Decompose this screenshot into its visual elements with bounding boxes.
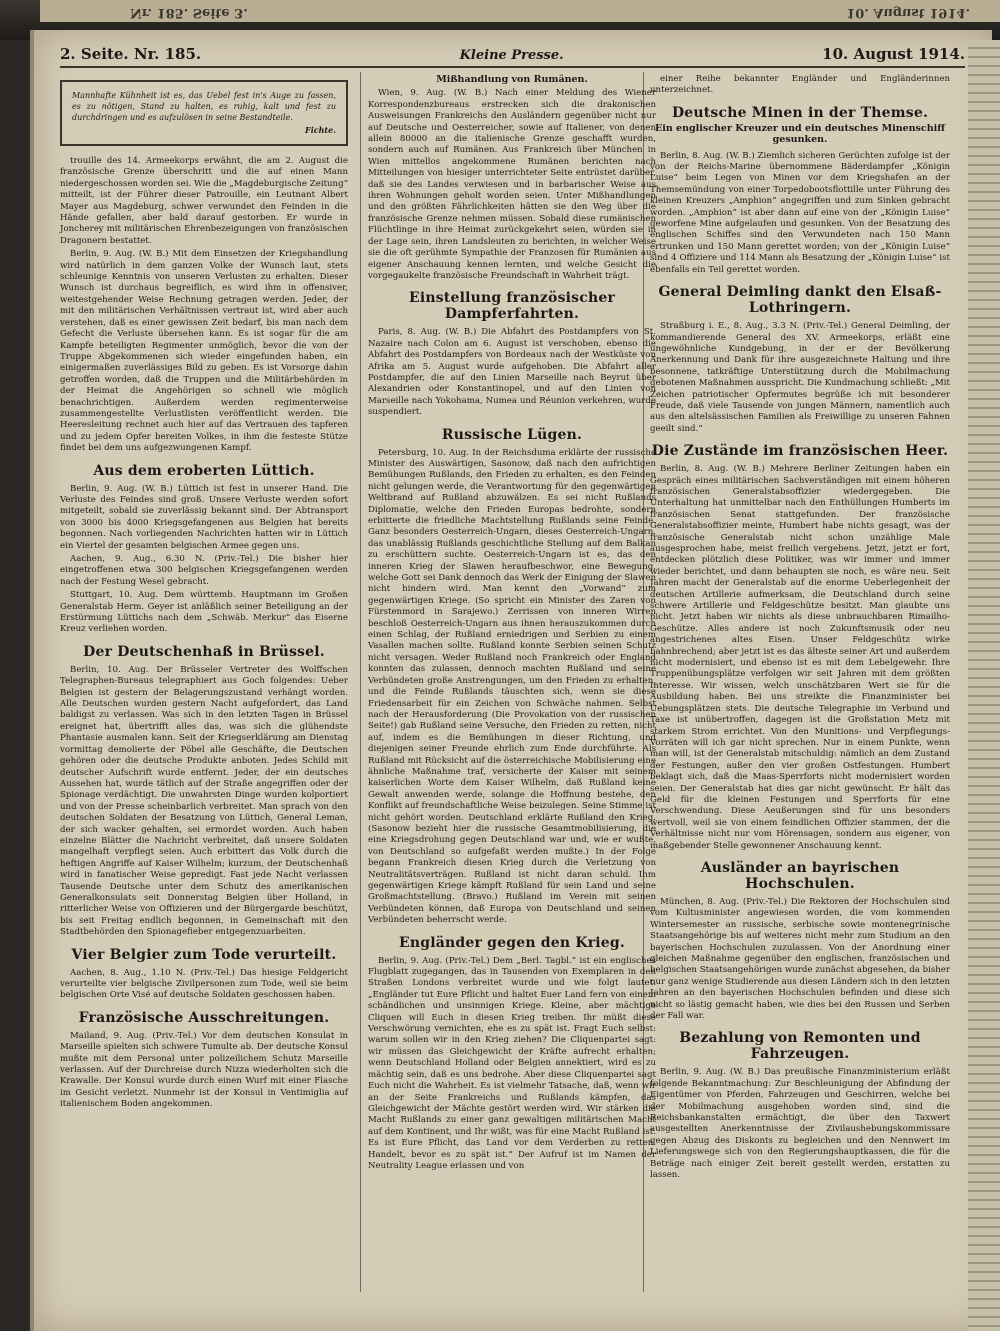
subheadline: Ein englischer Kreuzer und ein deutsches Minenschiff gesunken.	[654, 122, 946, 146]
headline: Vier Belgier zum Tode verurteilt.	[71, 946, 337, 963]
mirrored-previous-page-header	[40, 0, 1000, 22]
article-text: Aachen, 8. Aug., 1.10 N. (Priv.-Tel.) Das hiesige Feldgericht verurteilte vier belgische Zivilpersonen zum Tode, weil sie beim belgischen Orte Visé auf deutsche Soldaten geschossen haben.	[60, 967, 348, 1001]
headline: Der Deutschenhaß in Brüssel.	[83, 643, 325, 660]
headline: Ausländer an bayrischen Hochschulen.	[700, 859, 900, 892]
column-left	[60, 74, 348, 1113]
article-text: Berlin, 8. Aug. (W. B.) Mehrere Berliner Zeitungen haben ein Gespräch eines militärischen Sachverständigen mit einem höheren französischen Generalstabsoffizier wiedergegeben. Die Unterhaltung hat unmittelbar nach den Enthüllungen Humberts im französischen Senat stattgefunden. Der französische Generalstabsoffizier meinte, Humbert habe nichts gesagt, was der französische Generalstab nicht schon unzählige Male ausgesprochen habe, meist freilich vergebens. Jetzt, jetzt er fort, entdecken plötzlich diese Politiker, was wir immer und immer wieder berichtet, und dann behaupten sie noch, es wäre neu. Seit Jahren macht der Generalstab auf die enorme Ueberlegenheit der deutschen Artillerie aufmerksam, die Deutschland durch seine schwere Artillerie und Feldgeschütze besitzt. Man glaubte uns nicht. Jetzt haben wir nichts als diese unbrauchbaren Rimailho-Geschütze. Alles andere ist noch Zukunftsmusik oder neu angestrichenes altes Eisen. Unser Feldgeschütz wirke bahnbrechend; aber jetzt ist es das älteste seiner Art und außerdem nicht modernisiert, und ebenso ist es mit dem Lebelgewehr. Ihre Truppenübungsplätze verfolgen wir seit Jahren mit dem größten Interesse. Wir wissen, welch unschätzbaren Wert sie für die Ausbildung haben. Bei uns streikte die Finanzminister bei Uebungsplätzen stets. Die deutsche Telegraphie im Verbund und Taxe ist unübertroffen, dagegen ist die Großstation Metz mit starkem Strom errichtet. Von den Munitions- und Verpflegungs-Vorräten will ich gar nicht sprechen. Nur in einem Punkte, wenn man will, ist der Generalstab mitschuldig: nämlich an dem Zustand der Festungen, außer den vier großen Ostfestungen. Humbert beklagt sich, daß die Maas-Sperrforts nicht modernisiert worden seien. Der Generalstab hat dies gar nicht gewünscht. Er hält das Geld für die kleinen Festungen und Sperrforts für eine Verschwendung. Diese Aeußerungen sind für uns besonders wertvoll, weil sie von einem feindlichen Offizier stammen, der die Verhältnisse nicht nur vom Hörensagen, sondern aus eigener, von maßgebender Stelle gewonnener Anschauung kennt.	[650, 464, 950, 851]
article-text: Petersburg, 10. Aug. In der Reichsduma erklärte der russische Minister des Auswärtigen, Sasonow, daß nach den aufrichtigen Bemühungen Rußlands, den Frieden zu erhalten, es den Feinden nicht gelungen werde, die Verantwortung für den gegenwärtigen Weltbrand auf Rußland abzuwälzen. Es sei nicht Rußlands Diplomatie, welche den Frieden Europas bedrohte, sondern erbitterte die friedliche Machtstellung Rußlands seine Feinde. Ganz besonders Oesterreich-Ungarn, dieses Oesterreich-Ungarn, das unablässig Rußlands geschichtliche Stellung auf dem Balkan zu erschüttern suchte. Oesterreich-Ungarn ist es, das den inneren Krieg der Slawen heraufbeschwor, eine Bewegung, welche Gott sei Dank dennoch das Werk der Einigung der Slawen nicht hindern wird. Man kennt den „Vorwand“ zum gegenwärtigen Kriege. (So spricht ein Minister des Zaren von Fürstenmord in Sarajewo.) Zerrissen von inneren Wirren beschloß Oesterreich-Ungarn aus ihnen herauszukommen durch einen Schlag, der Rußland erniedrigen und Serbien zu einem Vasallen machen sollte. Rußland konnte Serbien seinen Schutz nicht versagen. Weder Rußland noch Frankreich oder England konnten das zulassen, dennoch machten Rußland und seine Verbündeten große Anstrengungen, um den Frieden zu erhalten, und die Feinde Rußlands täuschten sich, wenn sie diese Friedensarbeit für ein Zeichen von Schwäche nahmen. Selbst nach der Herausforderung (Die Provokation von der russischen Seite!) gab Rußland seine Versuche, den Frieden zu retten, nicht auf, indem es die Bemühungen in dieser Richtung, und diejenigen seiner Freunde ehrlich zum Ende durchführte. Als Rußland mit Rücksicht auf die österreichische Mobilisierung eine ähnliche Maßnahme traf, versicherte der Kaiser mit seinem kaiserlichen Worte dem Kaiser Wilhelm, daß Rußland keine Gewalt anwenden werde, solange die Hoffnung bestehe, den Konflikt auf freundschaftliche Weise beizulegen. Seine Stimme ist nicht gehört worden. Deutschland erklärte Rußland den Krieg. (Sasonow bezieht hier die russische Gesamtmobilisierung, die eine Kriegsdrohung gegen Deutschland war und, wie er wußte, von Deutschland so aufgefaßt werden mußte.) In der Folge begann Frankreich diesen Krieg durch die Verletzung von Neutralitätsverträgen. Rußland ist nicht daran schuld. Ihm gegenwärtigen Kriege kämpft Rußland für sein Land und seine Großmachtstellung. (Bravo.) Rußland im Verein mit seinen Verbündeten können, daß Europa von Deutschland und seinen Verbündeten beherrscht werde.	[368, 447, 656, 926]
motto-box	[60, 80, 348, 146]
issue-date: 10. August 1914.	[822, 45, 965, 63]
headline: Einstellung französischer Dampferfahrten.	[408, 290, 616, 323]
headline: Russische Lügen.	[441, 426, 583, 443]
headline: General Deimling dankt den Elsaß-Lothringern.	[658, 284, 942, 317]
headline: Engländer gegen den Krieg.	[399, 934, 625, 951]
article-text: Berlin, 8. Aug. (W. B.) Ziemlich sicheren Gerüchten zufolge ist der von der Reichs-Marine übernommene Bäderdampfer „Königin Luise“ beim Legen von Minen vor dem Kriegshafen an der Themsemündung von einer Torpedobootsflottille unter Führung des kleinen Kreuzers „Amphion“ angegriffen und zum Sinken gebracht worden. „Amphion“ ist aber dann auf eine von der „Königin Luise“ geworfene Mine aufgelaufen und gesunken. Von der Besatzung des englischen Schiffes sind den Verwundeten nach 150 Mann ertrunken und 150 Mann gerettet worden; von der „Königin Luise“ sind 4 Offiziere und 114 Mann als Besatzung der „Königin Luise“ ist ebenfalls ein Teil gerettet worden.	[650, 150, 950, 275]
article-text: Stuttgart, 10. Aug. Dem württemb. Hauptmann im Großen Generalstab Herm. Geyer ist anläßlich seiner Beteiligung an der Erstürmung Lüttichs nach dem „Schwäb. Merkur“ das Eiserne Kreuz verliehen worden.	[60, 590, 348, 635]
headline: Mißhandlung von Rumänen.	[436, 74, 588, 85]
motto-text: Mannhafte Kühnheit ist es, das Uebel fest in's Auge zu fassen, es zu nötigen, Stand zu halten, es ruhig, kalt und fest zu durchdringen und es aufzulösen in seine Bestandteile.	[72, 91, 336, 122]
article-text: Berlin, 9. Aug. (Priv.-Tel.) Dem „Berl. Tagbl.“ ist ein englisches Flugblatt zugegangen, das in Tausenden von Exemplaren in den Straßen Londons verbreitet wurde und wie folgt lautet: „Engländer tut Eure Pflicht und haltet Euer Land fern von einem schändlichen und unsinnigen Kriege. Kleine, aber mächtige Cliquen will Euch in diesen Krieg treiben. Ihr müßt diese Verschwörung vernichten, ehe es zu spät ist. Fragt Euch selbst: warum sollen wir in den Krieg ziehen? Die Cliquenpartei sagt: wir müssen das Gleichgewicht der Kräfte aufrecht erhalten; wenn Deutschland Holland oder Belgien annektiert, wird es zu mächtig sein, daß es uns bedrohe. Aber diese Cliquenpartei sagt Euch nicht die Wahrheit. Es ist vielmehr Tatsache, daß, wenn wir an der Seite Frankreichs und Rußlands kämpfen, das Gleichgewicht der Mächte gestört werden wird. Wir stärken die Macht Rußlands zu einer ganz gewaltigen militärischen Macht auf dem Kontinent, und Ihr wißt, was für eine Macht Rußland ist. Es ist Eure Pflicht, das Land vor dem Verderben zu retten. Handelt, bevor es zu spät ist.“ Der Aufruf ist im Namen der Neutrality League erlassen und von	[368, 955, 656, 1171]
headline: Französische Ausschreitungen.	[78, 1009, 330, 1026]
article-text: Berlin, 10. Aug. Der Brüsseler Vertreter des Wolffschen Telegraphen-Bureaus telegraphiert aus Goch folgendes: Ueber Belgien ist gestern der Belagerungszustand verhängt worden. Alle Deutschen wurden gestern Nacht aufgefordert, das Land baldigst zu verlassen. Was sich in den letzten Tagen in Brüssel ereignet hat, übertrifft alles das, was sich die glühendste Phantasie ausmalen kann. Seit der Kriegserklärung am Dienstag vormittag demolierte der Pöbel alle Geschäfte, die Deutschen gehören oder die deutsche Produkte anboten. Jedes Schild mit deutscher Aufschrift wurde entfernt. Jeder, der ein deutsches Aussehen hat, wurde tätlich auf der Straße angegriffen oder der Spionage verdächtigt. Die unwahrsten Dinge wurden kolportiert und von der Presse scheinbarlich verbreitet. Man sprach von den deutschen Soldaten der Besatzung von Lüttich, General Leman, der sich wacker gehalten, sei ermordet worden. Auch haben einzelne Blätter die Nachricht verbreitet, daß unsere Soldaten mangelhaft verpflegt seien. Auch erbittert das Volk durch die heftigen Angriffe auf Kaiser Wilhelm; kurzum, der Deutschenhaß wird in fanatischer Weise gepredigt. Fast jede Nacht verlassen Tausende Deutsche unter dem Schutz des amerikanischen Generalkonsulats seit Donnerstag Belgien über Holland, in ritterlicher Weise von Offizieren und der Bürgergarde beschützt, bis seit Freitag endlich begonnen, in Gemeinschaft mit den Stadtbehörden den Spionagefieber entgegenzuarbeiten.	[60, 664, 348, 938]
headline: Die Zustände im französischen Heer.	[651, 443, 949, 460]
page-number-label: 2. Seite. Nr. 185.	[60, 45, 202, 63]
column-divider	[360, 72, 361, 1292]
article-text: Paris, 8. Aug. (W. B.) Die Abfahrt des Postdampfers von St. Nazaire nach Colon am 6. August ist verschoben, ebenso die Abfahrt des Postdampfers von Bordeaux nach der Westküste von Afrika am 5. August wurde aufgehoben. Die Abfahrt aller Postdampfer, die auf den Linien Marseille nach Beyrut über Alexandrien oder Konstantinopel, und auf den Linien von Marseille nach Yokohama, Numea und Réunion verkehren, wurde suspendiert.	[368, 327, 656, 418]
article-text: München, 8. Aug. (Priv.-Tel.) Die Rektoren der Hochschulen sind vom Kultusminister angewiesen worden, die vom kommenden Wintersemester an russische, serbische sowie montenegrinische Staatsangehörige bis auf weiteres nicht mehr zum Studium an den bayerischen Hochschulen zuzulassen. Von der Anordnung einer gleichen Maßnahme gegenüber den englischen, französischen und belgischen Staatsangehörigen wurde zunächst abgesehen, da bisher nur ganz wenige Studierende aus diesen Ländern sich in den letzten Jahren an den bayerischen Hochschulen befinden und diese sich nicht so lästig gemacht haben, wie dies bei den Russen und Serben der Fall war.	[650, 896, 950, 1022]
column-middle	[368, 74, 656, 1174]
adjacent-page-edge	[968, 40, 1000, 1331]
page-masthead	[60, 40, 965, 68]
article-text: Straßburg i. E., 8. Aug., 3.3 N. (Priv.-Tel.) General Deimling, der kommandierende General des XV. Armeekorps, erläßt eine ungewöhnliche Kundgebung, in der er der Bevölkerung Anerkennung und Dank für ihre ausgezeichnete Haltung und ihre besonnene, tatkräftige Unterstützung durch die Mobilmachung gebotenen Maßnahmen ausspricht. Die Kundmachung schließt: „Mit Zeichen patriotischer Opfermutes begrüße ich mit besonderer Freude, daß viele Tausende von jungen Männern, namentlich auch aus den altelsässischen Familien als Freiwillige zu unseren Fahnen geeilt sind.“	[650, 321, 950, 434]
headline: Aus dem eroberten Lüttich.	[93, 462, 315, 479]
mirrored-header-right: 10. August 1914.	[846, 5, 970, 20]
motto-signature: Fichte.	[305, 125, 336, 135]
article-text: einer Reihe bekannter Engländer und Engländerinnen unterzeichnet.	[650, 74, 950, 96]
article-text: Wien, 9. Aug. (W. B.) Nach einer Meldung des Wiener Korrespondenzbureaus erstrecken sich die drakonischen Ausweisungen Frankreichs den Ausländern gegenüber nicht nur auf Deutsche und Oesterreicher, sowie auf Italiener, von denen allein 80000 an die italienische Grenze geschafft wurden, sondern auch auf Rumänen. Aus Frankreich über München in Wien mittellos angekommene Rumänen berichten nach Mitteilungen von hiesiger unterrichteter Seite entrüstet darüber, daß sie des Landes verwiesen und in barbarischer Weise aus ihren Wohnungen geholt worden seien. Unter Mißhandlungen und den größten Fährlichkeiten hätten sie den Weg über die französische Grenze nehmen müssen. Sobald diese rumänischen Flüchtlinge in ihre Heimat zurückgekehrt seien, würden sie in der Lage sein, ihren Landsleuten zu berichten, in welcher Weise sie die oft gerühmte Sympathie der Franzosen für Rumänien aus eigener Anschauung kennen lernten, und welche Gesicht die vorgegaukelte französische Freundschaft in Wahrheit trägt.	[368, 88, 656, 281]
article-text: Berlin, 9. Aug. (W. B.) Das preußische Finanzministerium erläßt folgende Bekanntmachung: Zur Beschleunigung der Abfindung der Eigentümer von Pferden, Fahrzeugen und Geschirren, welche bei der Mobilmachung ausgehoben worden sind, sind die Reichsbankanstalten ermächtigt, die über den Taxwert ausgestellten Anerkenntnisse der Zivilaushebungskommissare gegen Abzug des Diskonts zu begleichen und den Nennwert im Lieferungswege sich von den Regierungshauptkassen, die für die Beträge nach einiger Zeit bereit gestellt werden, erstatten zu lassen.	[650, 1067, 950, 1181]
newspaper-title: Kleine Presse.	[459, 48, 564, 63]
mirrored-header-left: Nr. 185. Seite 3.	[130, 5, 248, 20]
article-text: Mailand, 9. Aug. (Priv.-Tel.) Vor dem deutschen Konsulat in Marseille spielten sich schwere Tumulte ab. Der deutsche Konsul mußte mit dem Personal unter polizeilichem Schutz Marseille verlassen. Auf der Durchreise durch Nizza wiederholten sich die Krawalle. Der Konsul wurde durch einen Wurf mit einer Flasche im Gesicht verletzt. Nunmehr ist der Konsul in Ventimiglia auf italienischem Boden angekommen.	[60, 1030, 348, 1110]
article-text: Berlin, 9. Aug. (W. B.) Mit dem Einsetzen der Kriegshandlung wird natürlich in dem ganzen Volke der Wunsch laut, stets schleunige Kenntnis von unseren Verlusten zu erhalten. Dieser Wunsch ist durchaus begreiflich, es wird ihm in offensiver, weitestgehender Weise Rechnung getragen werden. Jeder, der mit den militärischen Verhältnissen vertraut ist, wird aber auch verstehen, daß es einer gewissen Zeit bedarf, bis man nach dem Gefecht die Verluste übersehen kann. Es ist sogar für die am Kampfe beteiligten Regimenter unmöglich, bevor die von der Truppe Abgekommenen sich wieder eingefunden haben, ein einigermaßen zuverlässiges Bild zu geben. Es ist Vorsorge dahin getroffen worden, daß die Truppen und die Militärbehörden in der Heimat die Angehörigen so schnell wie möglich benachrichtigen. Außerdem werden regimenterweise zusammengestellte Verlustlisten veröffentlicht werden. Die Heeresleitung rechnet auch hier auf das Vertrauen des tapferen und zu jedem Opfer bereiten Volkes, in ihm die festeste Stütze findet bei dem uns aufgezwungenen Kampf.	[60, 249, 348, 454]
article-text: Berlin, 9. Aug. (W. B.) Lüttich ist fest in unserer Hand. Die Verluste des Feindes sind groß. Unsere Verluste werden sofort mitgeteilt, sobald sie zuverlässig bekannt sind. Der Abtransport von 3000 bis 4000 Kriegsgefangenen aus Belgien hat bereits begonnen. Nach vorliegenden Nachrichten hatten wir in Lüttich ein Viertel der gesamten belgischen Armee gegen uns.	[60, 483, 348, 551]
article-text: Aachen, 9. Aug., 6.30 N. (Priv.-Tel.) Die bisher hier eingetroffenen etwa 300 belgischen Kriegsgefangenen werden nach der Festung Wesel gebracht.	[60, 554, 348, 587]
column-right	[650, 74, 950, 1184]
headline: Bezahlung von Remonten und Fahrzeugen.	[679, 1030, 921, 1063]
article-text: trouille des 14. Armeekorps erwähnt, die am 2. August die französische Grenze überschritt und die auf einen Mann niedergeschossen worden sei. Wie die „Magdeburgische Zeitung“ mitteilt, ist der Führer dieser Patrouille, ein Leutnant Albert Mayer aus Magdeburg, schwer verwundet den Feinden in die Hände gefallen, aber bald darauf gestorben. Er wurde in Joncherey mit militärischen Ehrenbezeigungen von französischen Dragonern bestattet.	[60, 156, 348, 246]
headline: Deutsche Minen in der Themse.	[671, 104, 929, 121]
